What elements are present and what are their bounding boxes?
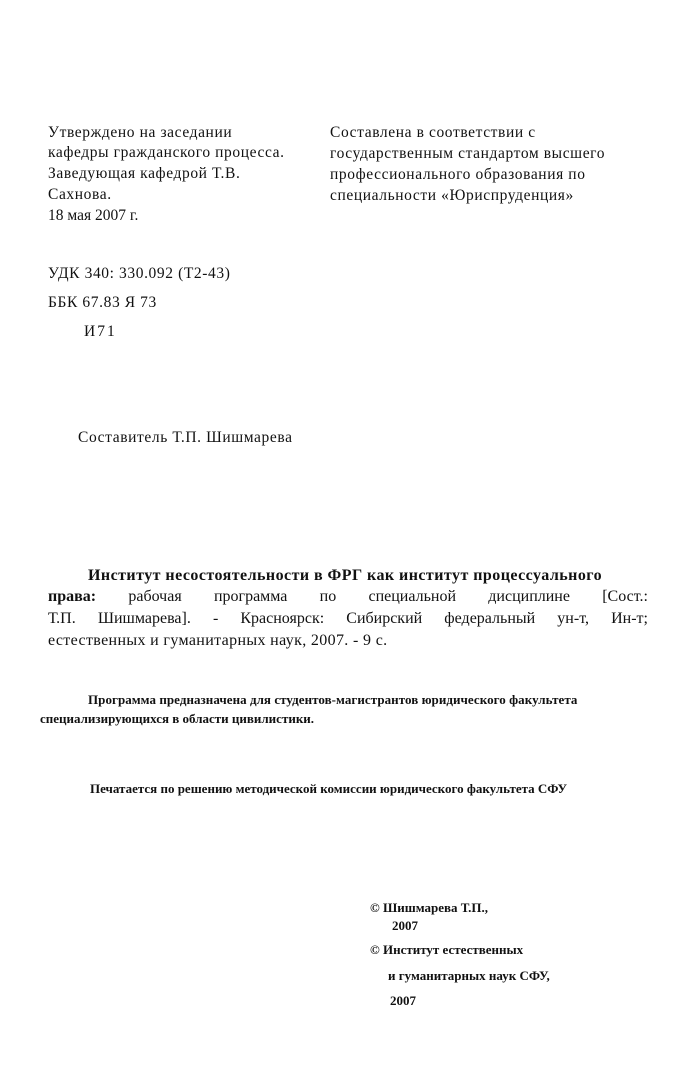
compliance-line: Составлена в соответствии с xyxy=(330,124,536,141)
bibliography-word: по xyxy=(319,588,337,605)
compliance-line: специальности «Юриспруденция» xyxy=(330,187,574,204)
approval-line: Заведующая кафедрой Т.В. xyxy=(48,165,241,182)
bbk-code: ББК 67.83 Я 73 xyxy=(48,294,157,311)
bibliography-title-end: права: xyxy=(48,588,97,605)
approval-line: Утверждено на заседании xyxy=(48,124,233,141)
bibliography-word: рабочая xyxy=(128,588,182,605)
copyright-holder-cont: и гуманитарных наук СФУ, xyxy=(388,968,550,983)
copyright-holder: © Шишмарева Т.П., xyxy=(370,900,488,915)
bibliography-line-3 xyxy=(48,608,648,629)
bibliography-line-2 xyxy=(48,586,648,607)
approval-line: кафедры гражданского процесса. xyxy=(48,144,285,161)
bibliography-title-line: Институт несостоятельности в ФРГ как институт процессуального xyxy=(88,567,603,584)
author-mark: И71 xyxy=(84,323,117,340)
approval-date: 18 мая 2007 г. xyxy=(48,207,139,224)
copyright-holder: © Институт естественных xyxy=(370,942,524,957)
bibliography-line-4: естественных и гуманитарных наук, 2007. - 9 с. xyxy=(48,632,388,649)
bibliography-word: Сибирский xyxy=(346,610,423,627)
bibliography-word: программа xyxy=(213,588,288,605)
udk-code: УДК 340: 330.092 (Т2-43) xyxy=(48,265,231,282)
copyright-year: 2007 xyxy=(390,993,416,1008)
bibliography-word: Шишмарева]. xyxy=(97,610,191,627)
bibliography-word: [Сост.: xyxy=(602,588,648,605)
compiler-line: Составитель Т.П. Шишмарева xyxy=(78,429,293,446)
bibliography-word: ун-т, xyxy=(557,610,589,627)
approval-line: Сахнова. xyxy=(48,186,112,203)
bibliography-word: Ин-т; xyxy=(611,610,648,627)
bibliography-word: - xyxy=(212,610,219,627)
bibliography-word: дисциплине xyxy=(488,588,570,605)
copyright-year: 2007 xyxy=(392,918,418,933)
compliance-line: профессионального образования по xyxy=(330,166,586,183)
purpose-line: специализирующихся в области цивилистики. xyxy=(40,711,315,726)
bibliography-word: Т.П. xyxy=(48,610,76,627)
bibliography-word: специальной xyxy=(368,588,457,605)
bibliography-word: федеральный xyxy=(444,610,536,627)
purpose-line: Программа предназначена для студентов-магистрантов юридического факультета xyxy=(88,692,578,707)
publication-note: Печатается по решению методической комиссии юридического факультета СФУ xyxy=(90,781,568,796)
compliance-line: государственным стандартом высшего xyxy=(330,145,606,162)
bibliography-word: Красноярск: xyxy=(240,610,325,627)
